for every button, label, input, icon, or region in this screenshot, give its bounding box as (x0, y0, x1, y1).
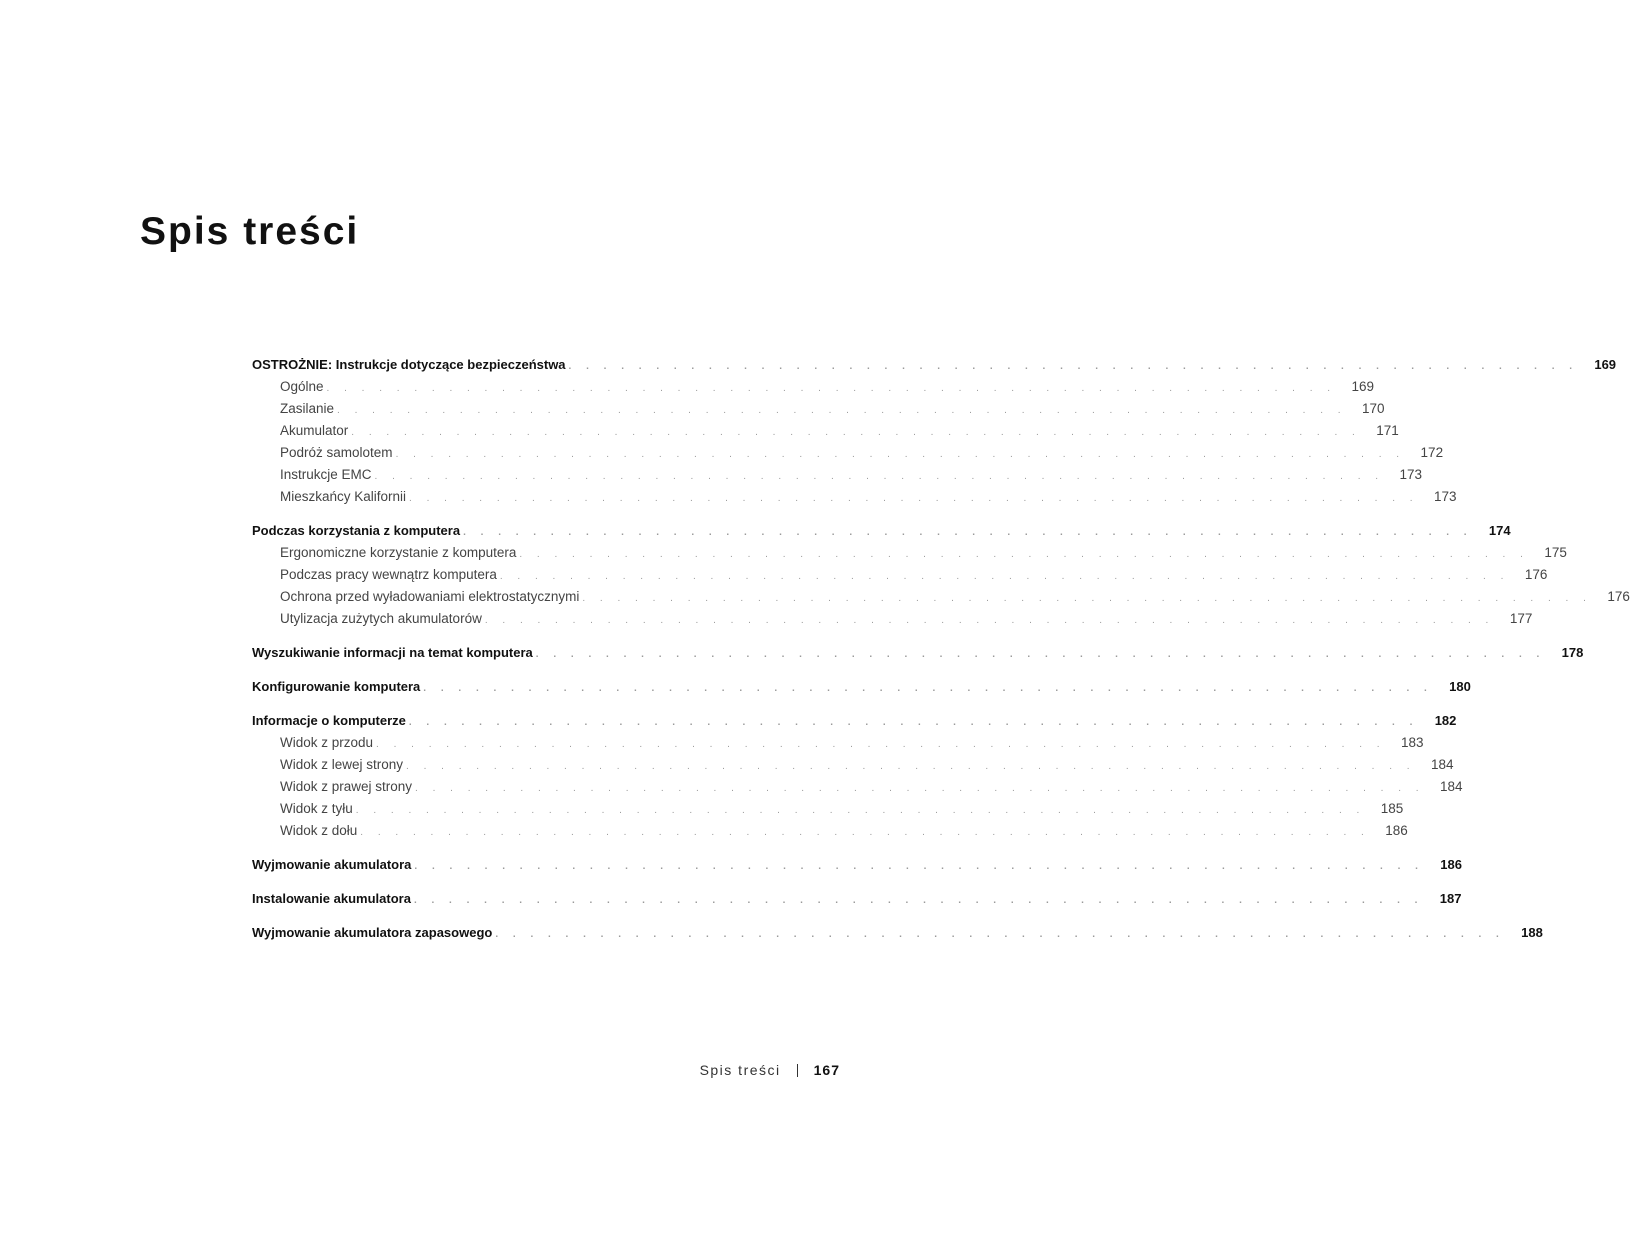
toc-entry-page-number: 183 (1401, 735, 1424, 750)
toc-dot-leader: . . . . . . . . . . . . . . . . . . . . . . . . . . . . . . . . . . . . . . . . . . . . . . . . . . . . . . . . . . (360, 827, 1370, 838)
toc-entry-label: Widok z lewej strony (280, 757, 404, 772)
toc-dot-leader: . . . . . . . . . . . . . . . . . . . . . . . . . . . . . . . . . . . . . . . . . . . . . . . . . . . . . . . . . . (406, 761, 1416, 772)
toc-section-entry[interactable] (252, 676, 1471, 698)
toc-entry-label: Wyszukiwanie informacji na temat komputera (252, 645, 533, 660)
toc-subentry[interactable] (252, 464, 1423, 486)
toc-entry-page-number: 171 (1376, 423, 1399, 438)
toc-dot-leader: . . . . . . . . . . . . . . . . . . . . . . . . . . . . . . . . . . . . . . . . . . . . . . . . . . . . . . . . . . (408, 717, 1419, 728)
toc-section-entry[interactable] (252, 354, 1617, 376)
toc-entry-label: OSTROŻNIE: Instrukcje dotyczące bezpieczeństwa (252, 357, 566, 372)
toc-subentry[interactable] (252, 608, 1533, 630)
toc-dot-leader: . . . . . . . . . . . . . . . . . . . . . . . . . . . . . . . . . . . . . . . . . . . . . . . . . . . . . . . . . . (414, 861, 1424, 872)
toc-entry-page-number: 173 (1434, 489, 1457, 504)
toc-entry-page-number: 186 (1385, 823, 1408, 838)
footer-section-name: Spis treści (699, 1062, 781, 1078)
page-footer (700, 1061, 840, 1079)
toc-entry-label: Podróż samolotem (280, 445, 393, 460)
toc-entry-page-number: 187 (1439, 891, 1462, 906)
toc-entry-label: Utylizacja zużytych akumulatorów (280, 611, 482, 626)
toc-subentry[interactable] (252, 376, 1375, 398)
toc-entry-page-number: 170 (1362, 401, 1385, 416)
toc-subentry[interactable] (252, 442, 1444, 464)
toc-dot-leader: . . . . . . . . . . . . . . . . . . . . . . . . . . . . . . . . . . . . . . . . . . . . . . . . . . . . . . . . . . (409, 493, 1419, 504)
toc-entry-page-number: 185 (1380, 801, 1404, 816)
toc-entry-label: Ogólne (280, 379, 324, 394)
toc-subentry[interactable] (252, 486, 1457, 508)
toc-entry-page-number: 176 (1524, 567, 1548, 582)
toc-entry-label: Ergonomiczne korzystanie z komputera (280, 545, 517, 560)
toc-entry-page-number: 184 (1431, 757, 1454, 772)
toc-subentry[interactable] (252, 732, 1424, 754)
toc-entry-label: Widok z dołu (280, 823, 358, 838)
toc-entry-page-number: 178 (1561, 645, 1584, 660)
toc-entry-label: Mieszkańcy Kalifornii (280, 489, 407, 504)
toc-dot-leader: . . . . . . . . . . . . . . . . . . . . . . . . . . . . . . . . . . . . . . . . . . . . . . . . . . . . . . . . . . (351, 427, 1361, 438)
toc-dot-leader: . . . . . . . . . . . . . . . . . . . . . . . . . . . . . . . . . . . . . . . . . . . . . . . . . . . . . . . . . . (337, 405, 1347, 416)
toc-dot-leader: . . . . . . . . . . . . . . . . . . . . . . . . . . . . . . . . . . . . . . . . . . . . . . . . . . . . . . . . . . (395, 449, 1406, 460)
toc-entry-label: Ochrona przed wyładowaniami elektrostatycznymi (280, 589, 580, 604)
toc-entry-label: Konfigurowanie komputera (252, 679, 421, 694)
toc-entry-label: Instalowanie akumulatora (252, 891, 411, 906)
toc-dot-leader: . . . . . . . . . . . . . . . . . . . . . . . . . . . . . . . . . . . . . . . . . . . . . . . . . . . . . . . . . . (463, 527, 1473, 538)
toc-section-entry[interactable] (252, 710, 1457, 732)
toc-subentry[interactable] (252, 586, 1630, 608)
toc-section-entry[interactable] (252, 922, 1543, 944)
toc-dot-leader: . . . . . . . . . . . . . . . . . . . . . . . . . . . . . . . . . . . . . . . . . . . . . . . . . . . . . . . . . . (413, 895, 1424, 906)
toc-dot-leader: . . . . . . . . . . . . . . . . . . . . . . . . . . . . . . . . . . . . . . . . . . . . . . . . . . . . . . . . . . (484, 615, 1495, 626)
toc-entry-page-number: 176 (1607, 589, 1630, 604)
toc-entry-label: Widok z tyłu (280, 801, 353, 816)
toc-section-entry[interactable] (252, 642, 1584, 664)
toc-dot-leader: . . . . . . . . . . . . . . . . . . . . . . . . . . . . . . . . . . . . . . . . . . . . . . . . . . . . . . . . . . (415, 783, 1425, 794)
toc-subentry[interactable] (252, 798, 1404, 820)
toc-entry-label: Widok z prawej strony (280, 779, 413, 794)
toc-entry-label: Widok z przodu (280, 735, 374, 750)
toc-entry-label: Podczas pracy wewnątrz komputera (280, 567, 497, 582)
toc-entry-page-number: 182 (1434, 713, 1457, 728)
toc-dot-leader: . . . . . . . . . . . . . . . . . . . . . . . . . . . . . . . . . . . . . . . . . . . . . . . . . . . . . . . . . . (582, 593, 1592, 604)
toc-subentry[interactable] (252, 754, 1454, 776)
toc-subentry[interactable] (252, 776, 1463, 798)
toc-entry-label: Wyjmowanie akumulatora zapasowego (252, 925, 493, 940)
toc-dot-leader: . . . . . . . . . . . . . . . . . . . . . . . . . . . . . . . . . . . . . . . . . . . . . . . . . . . . . . . . . . (326, 383, 1337, 394)
toc-entry-label: Podczas korzystania z komputera (252, 523, 461, 538)
toc-section-entry[interactable] (252, 888, 1462, 910)
footer-page-number: 167 (813, 1062, 840, 1078)
toc-dot-leader: . . . . . . . . . . . . . . . . . . . . . . . . . . . . . . . . . . . . . . . . . . . . . . . . . . . . . . . . . . (519, 549, 1529, 560)
toc-dot-leader: . . . . . . . . . . . . . . . . . . . . . . . . . . . . . . . . . . . . . . . . . . . . . . . . . . . . . . . . . . (374, 471, 1385, 482)
toc-entry-label: Wyjmowanie akumulatora (252, 857, 412, 872)
toc-entry-label: Zasilanie (280, 401, 335, 416)
toc-entry-page-number: 180 (1449, 679, 1471, 694)
toc-entry-page-number: 186 (1440, 857, 1462, 872)
toc-subentry[interactable] (252, 420, 1399, 442)
toc-subentry[interactable] (252, 398, 1385, 420)
toc-dot-leader: . . . . . . . . . . . . . . . . . . . . . . . . . . . . . . . . . . . . . . . . . . . . . . . . . . . . . . . . . . (376, 739, 1386, 750)
toc-entry-page-number: 173 (1399, 467, 1423, 482)
toc-entry-page-number: 175 (1544, 545, 1567, 560)
toc-entry-label: Informacje o komputerze (252, 713, 406, 728)
toc-dot-leader: . . . . . . . . . . . . . . . . . . . . . . . . . . . . . . . . . . . . . . . . . . . . . . . . . . . . . . . . . . (499, 571, 1510, 582)
toc-entry-page-number: 169 (1594, 357, 1617, 372)
toc-subentry[interactable] (252, 564, 1548, 586)
toc-entry-page-number: 184 (1440, 779, 1463, 794)
toc-subentry[interactable] (252, 542, 1567, 564)
page-title: Spis treści (140, 210, 360, 253)
toc-entry-label: Akumulator (280, 423, 349, 438)
toc-entry-page-number: 169 (1351, 379, 1375, 394)
toc-entry-page-number: 177 (1509, 611, 1533, 626)
toc-dot-leader: . . . . . . . . . . . . . . . . . . . . . . . . . . . . . . . . . . . . . . . . . . . . . . . . . . . . . . . . . . (355, 805, 1366, 816)
toc-dot-leader: . . . . . . . . . . . . . . . . . . . . . . . . . . . . . . . . . . . . . . . . . . . . . . . . . . . . . . . . . . (535, 649, 1546, 660)
toc-dot-leader: . . . . . . . . . . . . . . . . . . . . . . . . . . . . . . . . . . . . . . . . . . . . . . . . . . . . . . . . . . (423, 683, 1433, 694)
toc-dot-leader: . . . . . . . . . . . . . . . . . . . . . . . . . . . . . . . . . . . . . . . . . . . . . . . . . . . . . . . . . . (495, 929, 1505, 940)
toc-entry-page-number: 174 (1488, 523, 1511, 538)
toc-entry-label: Instrukcje EMC (280, 467, 372, 482)
toc-dot-leader: . . . . . . . . . . . . . . . . . . . . . . . . . . . . . . . . . . . . . . . . . . . . . . . . . . . . . . . . . . (568, 361, 1579, 372)
toc-subentry[interactable] (252, 820, 1408, 842)
footer-separator (797, 1064, 798, 1077)
toc-section-entry[interactable] (252, 854, 1462, 876)
toc-section-entry[interactable] (252, 520, 1511, 542)
toc-entry-page-number: 188 (1521, 925, 1543, 940)
toc-entry-page-number: 172 (1420, 445, 1444, 460)
table-of-contents (252, 354, 1630, 944)
